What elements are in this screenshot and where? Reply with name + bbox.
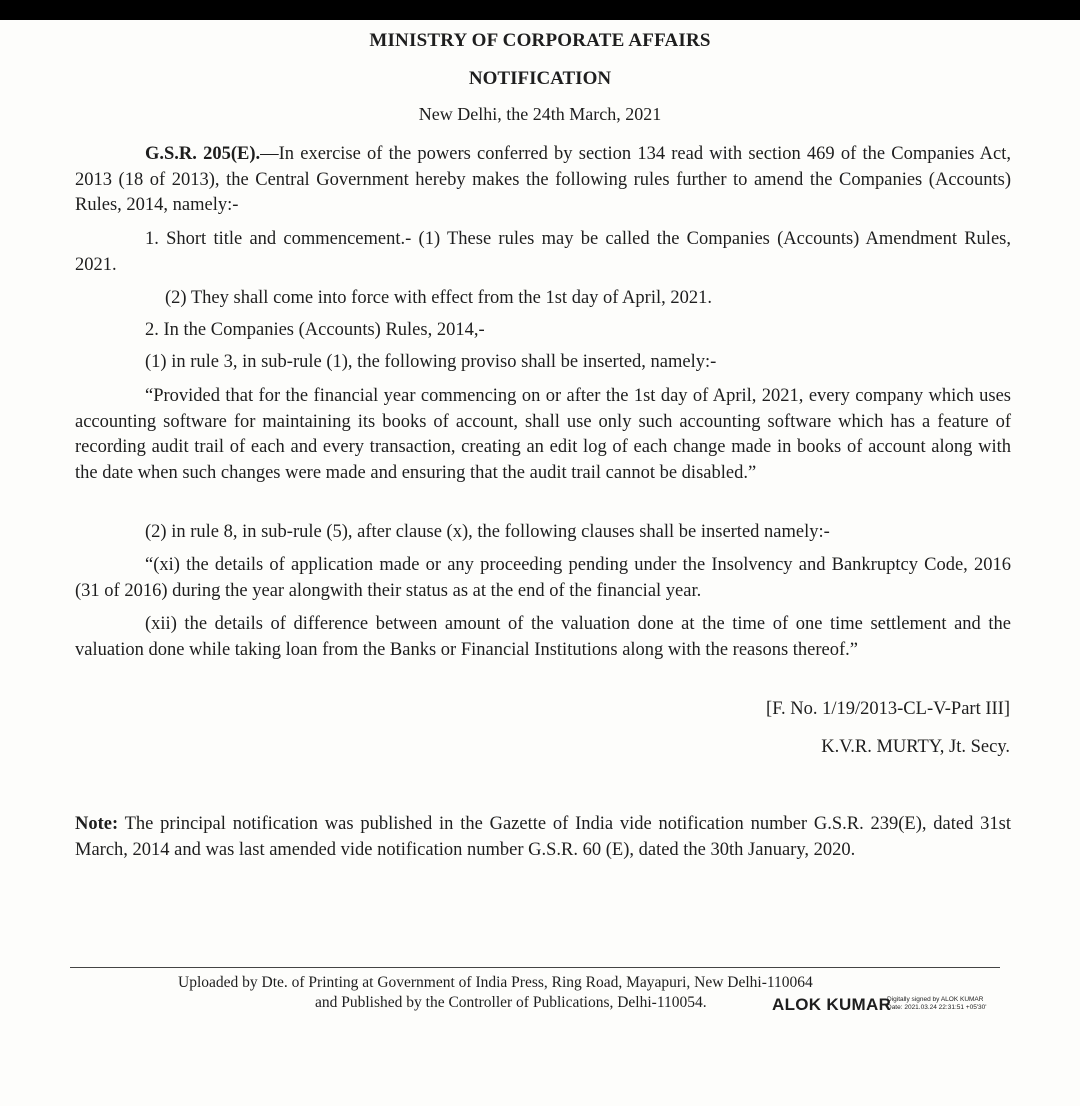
rule-1-subrule-2: (2) They shall come into force with effect from the 1st day of April, 2021. [165,288,712,308]
clause-xii-paragraph: (xii) the details of difference between amount of the valuation done at the time of one time settlement and the valuation done while taking loan from the Banks or Financial Institutions along with the reasons thereof.” [75,614,1011,660]
preamble-paragraph [75,142,1011,219]
proviso-paragraph: “Provided that for the financial year commencing on or after the 1st day of April, 2021, every company which uses accounting software for maintaining its books of account, shall use only such accounting software which has a feature of recording audit trail of each and every transaction, creating an edit log of each change made in books of account along with the date when such changes were made and ensuring that the audit trail cannot be disabled.” [75,386,1011,483]
clause-xi-paragraph: “(xi) the details of application made or any proceeding pending under the Insolvency and Bankruptcy Code, 2016 (31 of 2016) during the year alongwith their status as at the end of the financial year. [75,555,1011,601]
note-paragraph [75,812,1011,863]
signed-by-text: Digitally signed by ALOK KUMAR [887,996,984,1003]
rule-1-paragraph: 1. Short title and commencement.- (1) These rules may be called the Companies (Accounts) Amendment Rules, 2021. [75,229,1011,275]
dateline: New Delhi, the 24th March, 2021 [418,104,662,124]
rule-2-item-2: (2) in rule 8, in sub-rule (5), after clause (x), the following clauses shall be inserted namely:- [145,522,830,542]
gsr-reference: G.S.R. 205(E). [145,144,261,164]
notification-title: NOTIFICATION [468,68,612,89]
note-label: Note: [75,814,119,834]
rule-2-item-1: (1) in rule 3, in sub-rule (1), the following proviso shall be inserted, namely:- [145,352,717,372]
digital-signature-details [887,996,987,1012]
footer-line-1: Uploaded by Dte. of Printing at Government of India Press, Ring Road, Mayapuri, New Delhi-110064 [178,974,813,991]
rule-2-heading: 2. In the Companies (Accounts) Rules, 2014,- [145,320,485,340]
digital-signature-name: ALOK KUMAR [772,995,892,1014]
signed-date-text: Date: 2021.03.24 22:31:51 +05'30' [887,1004,987,1011]
preamble-text: —In exercise of the powers conferred by section 134 read with section 469 of the Companies Act, 2013 (18 of 2013), the Central Government hereby makes the following rules further to amend the Companies (Accounts) Rules, 2014, namely:- [75,144,1011,215]
footer-line-2: and Published by the Controller of Publications, Delhi-110054. [315,994,707,1011]
footer-divider [70,967,1000,968]
ministry-heading: MINISTRY OF CORPORATE AFFAIRS [369,30,711,51]
file-number: [F. No. 1/19/2013-CL-V-Part III] [766,699,1010,719]
top-black-bar [0,0,1080,20]
signatory: K.V.R. MURTY, Jt. Secy. [821,737,1010,757]
note-text: The principal notification was published in the Gazette of India vide notification number G.S.R. 239(E), dated 31st March, 2014 and was last amended vide notification number G.S.R. 60 (E), dated the 30th January, 2020. [75,814,1011,860]
